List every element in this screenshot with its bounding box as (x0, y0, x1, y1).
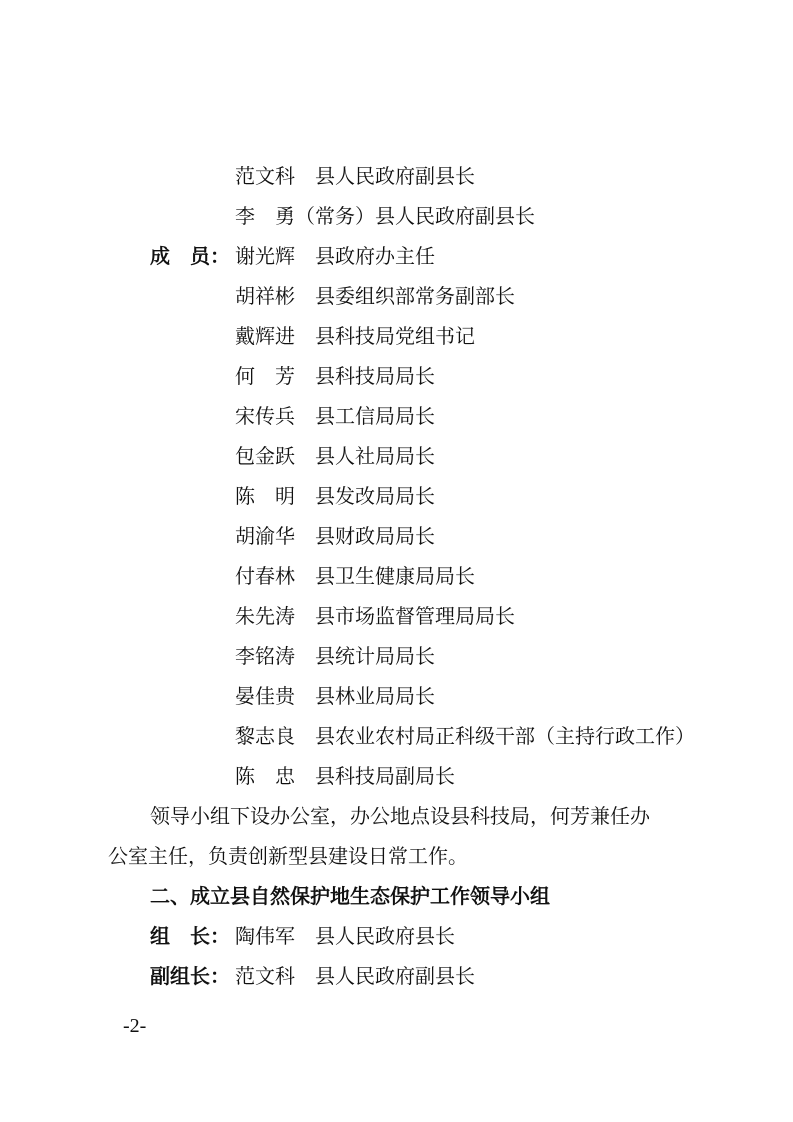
member-line: 陈 明 县发改局局长 (235, 484, 435, 508)
member-line: 包金跃 县人社局局长 (235, 444, 435, 468)
members-label: 成 员： (150, 244, 230, 268)
leader-label: 组 长： (150, 924, 230, 948)
member-line: 朱先涛 县市场监督管理局局长 (235, 604, 515, 628)
member-line: 李铭涛 县统计局局长 (235, 644, 435, 668)
member-line: 谢光辉 县政府办主任 (235, 244, 435, 268)
member-line: 陈 忠 县科技局副局长 (235, 764, 455, 788)
member-line: 宋传兵 县工信局局长 (235, 404, 435, 428)
member-line: 何 芳 县科技局局长 (235, 364, 435, 388)
member-line: 黎志良 县农业农村局正科级干部（主持行政工作） (235, 724, 695, 748)
member-line: 范文科 县人民政府副县长 (235, 164, 475, 188)
deputy-leader-label: 副组长： (150, 964, 230, 988)
leader-line: 陶伟军 县人民政府县长 (235, 924, 455, 948)
deputy-leader-line: 范文科 县人民政府副县长 (235, 964, 475, 988)
member-line: 戴辉进 县科技局党组书记 (235, 324, 475, 348)
office-paragraph-line-1: 领导小组下设办公室，办公地点设县科技局，何芳兼任办 (150, 804, 650, 828)
member-line: 李 勇（常务）县人民政府副县长 (235, 204, 535, 228)
member-line: 付春林 县卫生健康局局长 (235, 564, 475, 588)
office-paragraph-line-2: 公室主任，负责创新型县建设日常工作。 (108, 844, 468, 868)
member-line: 胡渝华 县财政局局长 (235, 524, 435, 548)
member-line: 晏佳贵 县林业局局长 (235, 684, 435, 708)
section-heading: 二、成立县自然保护地生态保护工作领导小组 (150, 884, 550, 908)
member-line: 胡祥彬 县委组织部常务副部长 (235, 284, 515, 308)
page-number: -2- (123, 1015, 147, 1037)
